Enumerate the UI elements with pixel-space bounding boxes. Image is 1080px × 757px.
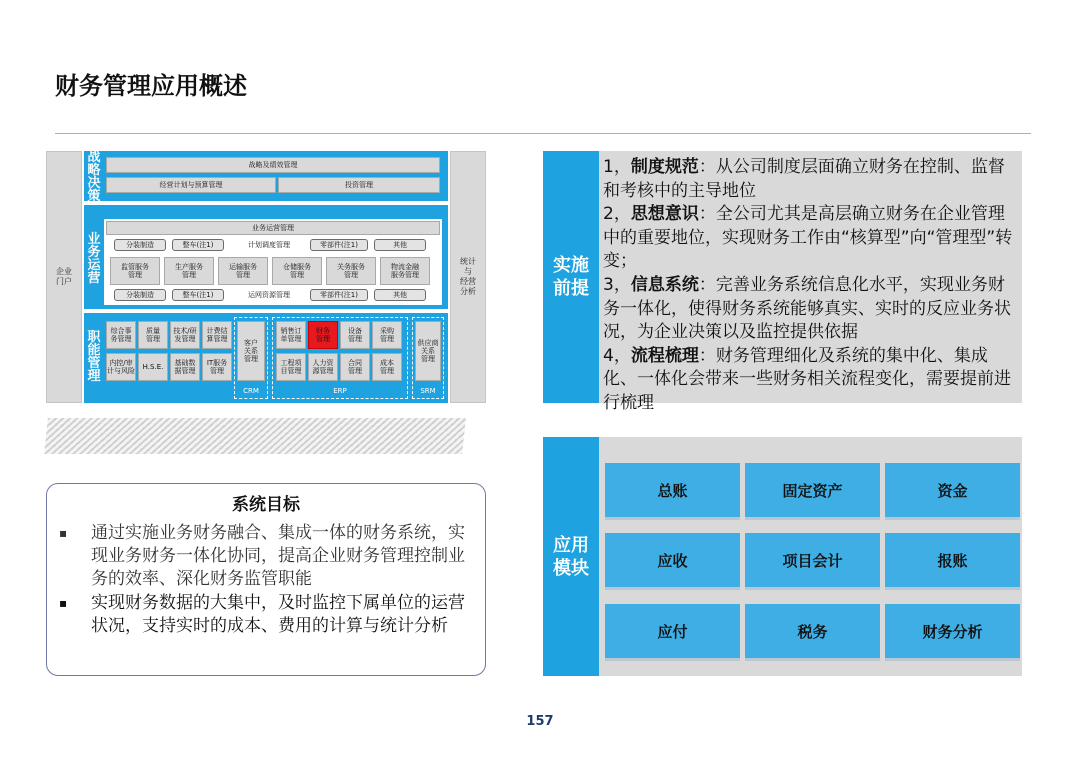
- top-pill-3: 零部件(注1): [310, 239, 368, 251]
- premise-item-2: 2，思想意识：全公司尤其是高层确立财务在企业管理中的重要地位，实现财务工作由“核算型”向“管理型”转变；: [603, 204, 1013, 272]
- func-cell-1-0: 内控/审 计与风险: [106, 353, 136, 381]
- business-cell-3: 仓储服务 管理: [272, 257, 322, 285]
- module-payables: 应付: [605, 604, 740, 658]
- diagram-shadow-decoration: [44, 418, 466, 454]
- erp-cell-1-3: 成本 管理: [372, 353, 402, 381]
- func-cell-1-1: H.S.E.: [138, 353, 168, 381]
- bottom-pill-1: 整车(注1): [172, 289, 224, 301]
- premise-item-1: 1，制度规范：从公司制度层面确立财务在控制、监督和考核中的主导地位: [603, 157, 1005, 201]
- module-financial-analysis: 财务分析: [885, 604, 1020, 658]
- erp-finance-cell: 财务 管理: [308, 321, 338, 349]
- statistics-analysis-bar: [450, 151, 486, 403]
- module-fixed-assets: 固定资产: [745, 463, 880, 517]
- erp-label: ERP: [333, 387, 347, 395]
- bottom-pill-3: 零部件(注1): [310, 289, 368, 301]
- crm-label: CRM: [243, 387, 259, 395]
- premise-item-4: 4，流程梳理：财务管理细化及系统的集中化、集成化、一体化会带来一些财务相关流程变化，需要提前进行梳理: [603, 345, 1011, 413]
- enterprise-portal-bar: [46, 151, 82, 403]
- premise-label-text: 实施 前提: [553, 255, 589, 299]
- top-pill-4: 其他: [374, 239, 426, 251]
- page-title: 财务管理应用概述: [55, 72, 247, 100]
- functional-management-label: 职能管理: [87, 330, 101, 384]
- bottom-pill-2: 运网资源管理: [248, 291, 290, 299]
- func-cell-1-3: IT服务 管理: [202, 353, 232, 381]
- business-cell-4: 关务服务 管理: [326, 257, 376, 285]
- func-cell-1-2: 基础数 据管理: [170, 353, 200, 381]
- erp-cell-0-0: 销售订 单管理: [276, 321, 306, 349]
- system-goals-title: 系统目标: [232, 495, 300, 515]
- business-cell-5: 物流金融 服务管理: [380, 257, 430, 285]
- bottom-pill-0: 分装制造: [114, 289, 166, 301]
- square-bullet-icon: ▪: [59, 526, 68, 540]
- implementation-premise-label: [543, 151, 599, 403]
- func-cell-0-1: 质量 管理: [138, 321, 168, 349]
- module-receivables: 应收: [605, 533, 740, 587]
- implementation-premise-panel: [543, 151, 1022, 413]
- application-modules-panel: [543, 437, 1022, 676]
- goal-item-2-text: 实现财务数据的大集中，及时监控下属单位的运营状况，支持实时的成本、费用的计算与统计分析: [91, 593, 465, 636]
- enterprise-portal-label: 企业 门户: [56, 267, 72, 286]
- goal-item-1: [59, 522, 479, 591]
- budget-planning-cell: 经营计划与预算管理: [106, 177, 276, 193]
- module-general-ledger: 总账: [605, 463, 740, 517]
- erp-cell-1-2: 合同 管理: [340, 353, 370, 381]
- srm-label: SRM: [420, 387, 436, 395]
- top-pill-2: 计划调度管理: [248, 241, 290, 249]
- top-pill-0: 分装制造: [114, 239, 166, 251]
- title-divider: [55, 133, 1031, 134]
- strategy-performance-cell: 战略及绩效管理: [106, 157, 440, 173]
- erp-cell-0-3: 采购 管理: [372, 321, 402, 349]
- business-cell-2: 运输服务 管理: [218, 257, 268, 285]
- business-operations-block: [84, 205, 448, 309]
- srm-cell: 供应商 关系 管理: [415, 321, 441, 381]
- square-bullet-icon: ▪: [59, 596, 68, 610]
- system-goals-box: [46, 483, 486, 676]
- strategy-block: [84, 150, 448, 204]
- modules-label-text: 应用 模块: [553, 534, 589, 579]
- premise-item-3: 3，信息系统：完善业务系统信息化水平，实现业务财务一体化，使得财务系统能够真实、实时的反应业务状况，为企业决策以及监控提供依据: [603, 274, 1011, 343]
- premise-list: [603, 156, 1021, 416]
- module-funds: 资金: [885, 463, 1020, 517]
- architecture-diagram: [46, 151, 486, 403]
- func-cell-0-2: 技术/研 发管理: [170, 321, 200, 349]
- business-cell-1: 生产服务 管理: [164, 257, 214, 285]
- goal-item-1-text: 通过实施业务财务融合、集成一体的财务系统，实现业务财务一体化协同，提高企业财务管理控制业务的效率、深化财务监管职能: [91, 523, 465, 589]
- investment-management-cell: 投资管理: [278, 177, 440, 193]
- strategy-label: 战略决策: [87, 150, 101, 204]
- func-cell-0-3: 计费结 算管理: [202, 321, 232, 349]
- business-cell-0: 监管服务 管理: [110, 257, 160, 285]
- business-header-cell: 业务运营管理: [106, 221, 440, 235]
- application-modules-label: [543, 437, 599, 676]
- func-cell-0-0: 综合事 务管理: [106, 321, 136, 349]
- top-pill-1: 整车(注1): [172, 239, 224, 251]
- business-operations-label: 业务运营: [87, 232, 101, 286]
- erp-cell-1-1: 人力资 源管理: [308, 353, 338, 381]
- functional-management-block: [84, 313, 448, 403]
- page-number: 157: [526, 714, 554, 729]
- crm-cell: 客户 关系 管理: [237, 321, 265, 381]
- bottom-pill-4: 其他: [374, 289, 426, 301]
- module-project-accounting: 项目会计: [745, 533, 880, 587]
- erp-cell-1-0: 工程项 目管理: [276, 353, 306, 381]
- erp-cell-0-2: 设备 管理: [340, 321, 370, 349]
- module-tax: 税务: [745, 604, 880, 658]
- module-reimbursement: 报账: [885, 533, 1020, 587]
- statistics-analysis-label: 统计 与 经营 分析: [460, 257, 476, 296]
- goal-item-2: [59, 592, 479, 638]
